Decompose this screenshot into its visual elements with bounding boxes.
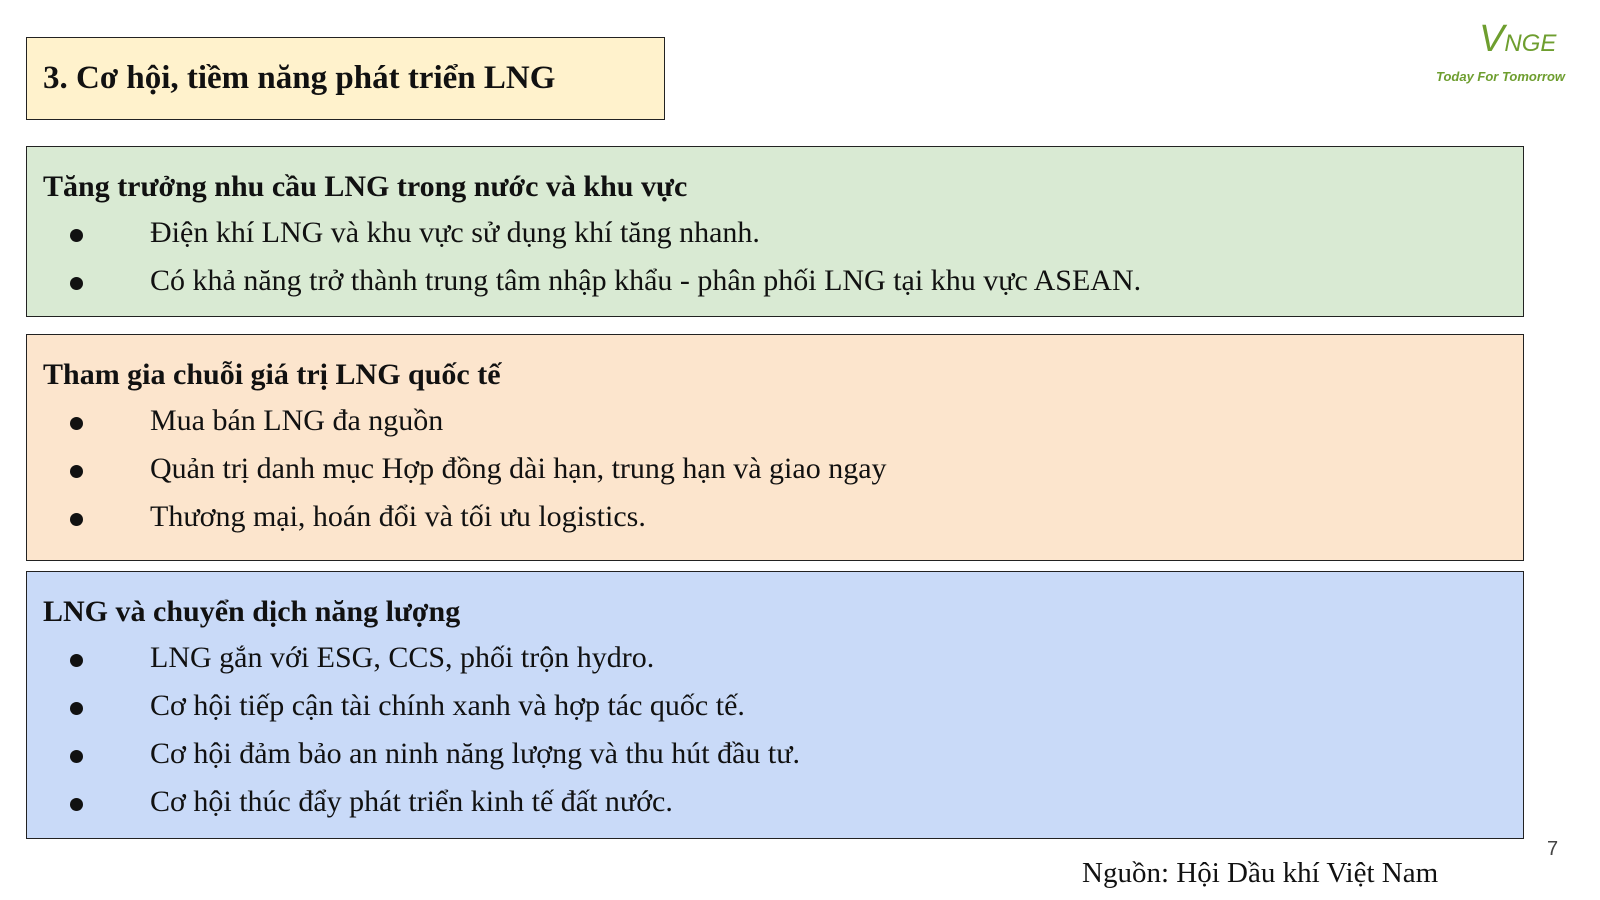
logo-slogan: Today For Tomorrow	[1436, 69, 1566, 84]
bullet-icon	[70, 513, 83, 526]
section-heading: Tham gia chuỗi giá trị LNG quốc tế	[43, 358, 501, 391]
list-item	[43, 634, 1523, 682]
section-domestic-demand	[26, 146, 1524, 317]
bullet-icon	[70, 277, 83, 290]
bullet-list	[43, 397, 1523, 541]
list-item	[43, 682, 1523, 730]
bullet-list	[43, 209, 1523, 305]
list-item-text: Quản trị danh mục Hợp đồng dài hạn, trung hạn và giao ngay	[150, 452, 887, 485]
bullet-list	[43, 634, 1523, 826]
section-heading: LNG và chuyển dịch năng lượng	[43, 595, 461, 628]
list-item-text: LNG gắn với ESG, CCS, phối trộn hydro.	[150, 641, 655, 674]
list-item	[43, 445, 1523, 493]
list-item	[43, 209, 1523, 257]
logo-brand-initial: V	[1479, 18, 1505, 60]
list-item-text: Cơ hội tiếp cận tài chính xanh và hợp tác quốc tế.	[150, 689, 745, 722]
list-item-text: Thương mại, hoán đổi và tối ưu logistics.	[150, 500, 646, 533]
section-heading: Tăng trưởng nhu cầu LNG trong nước và khu vực	[43, 170, 688, 203]
slide-title: 3. Cơ hội, tiềm năng phát triển LNG	[43, 60, 556, 96]
bullet-icon	[70, 702, 83, 715]
bullet-icon	[70, 750, 83, 763]
bullet-icon	[70, 229, 83, 242]
bullet-icon	[70, 798, 83, 811]
bullet-icon	[70, 654, 83, 667]
section-energy-transition	[26, 571, 1524, 839]
section-value-chain	[26, 334, 1524, 561]
source-note: Nguồn: Hội Dầu khí Việt Nam	[1082, 857, 1439, 889]
list-item	[43, 493, 1523, 541]
list-item	[43, 257, 1523, 305]
bullet-icon	[70, 417, 83, 430]
list-item-text: Cơ hội đảm bảo an ninh năng lượng và thu hút đầu tư.	[150, 737, 800, 770]
page-number: 7	[1547, 838, 1559, 860]
logo-brand	[1479, 18, 1556, 61]
list-item	[43, 397, 1523, 445]
list-item-text: Điện khí LNG và khu vực sử dụng khí tăng nhanh.	[150, 216, 760, 249]
list-item-text: Cơ hội thúc đẩy phát triển kinh tế đất nước.	[150, 785, 673, 818]
list-item-text: Có khả năng trở thành trung tâm nhập khẩu - phân phối LNG tại khu vực ASEAN.	[150, 264, 1142, 297]
list-item-text: Mua bán LNG đa nguồn	[150, 404, 444, 437]
logo-brand-rest: NGE	[1504, 30, 1557, 57]
list-item	[43, 730, 1523, 778]
list-item	[43, 778, 1523, 826]
vnge-logo	[1436, 18, 1586, 88]
slide-title-box	[26, 37, 665, 120]
bullet-icon	[70, 465, 83, 478]
